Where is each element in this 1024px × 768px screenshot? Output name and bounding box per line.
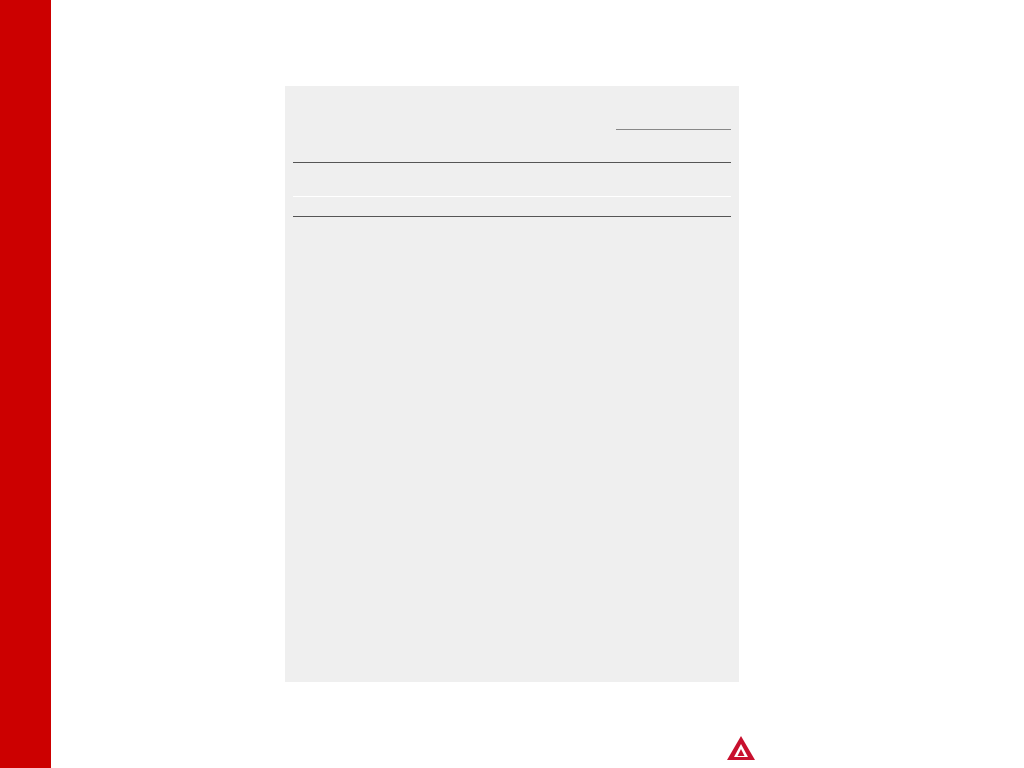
section-heading (293, 199, 731, 213)
table-title (293, 91, 731, 106)
group-header-rule (616, 129, 731, 130)
ada-logo (726, 735, 759, 761)
red-side-bar (0, 0, 51, 768)
special-section (293, 199, 731, 213)
frequency-section (293, 165, 731, 194)
section-subheading (293, 179, 731, 193)
ada-triangle-icon (726, 735, 756, 761)
section-divider (293, 194, 731, 197)
table-header (293, 106, 731, 162)
header-rule (293, 162, 731, 163)
ae-summary-table (285, 86, 739, 682)
section-heading (293, 165, 731, 179)
table-footnote (293, 217, 731, 220)
